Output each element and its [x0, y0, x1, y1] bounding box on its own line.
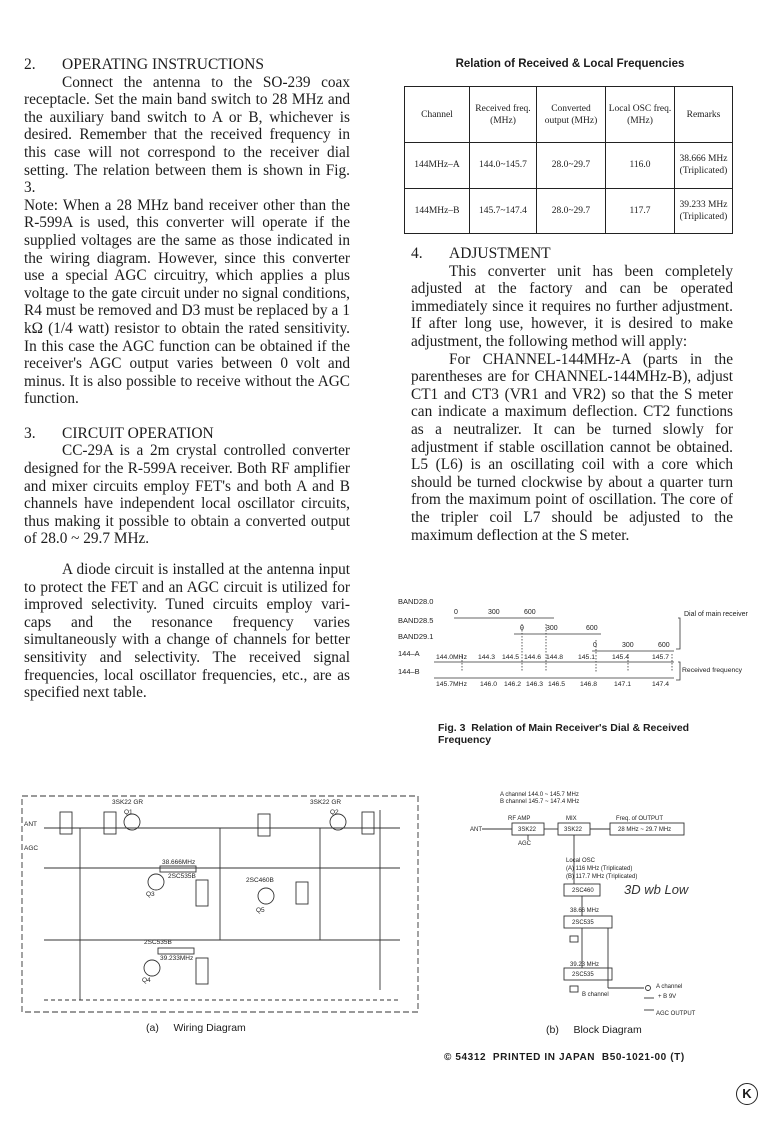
section-4-paragraph-2: For CHANNEL-144MHz-A (parts in the parentheses are for CHANNEL-144MHz-B), adjust CT1 and CT3 (VR1 and VR2) so that the S meter can indicate a maximum deflection. CT2 functions as a neutralizer. It can be turned slowly for adjustment if stable oscillation cannot be obtained. L5 (L6) is an oscillating coil with a core which should be turned clockwise by about a quarter turn from the maximum point of oscillation. The core of the tripler coil L7 should be adjusted to the maximum deflection at the S meter.: [411, 350, 733, 544]
table-cell: 117.7: [606, 188, 675, 234]
fig3-freq-b: 146.5: [548, 681, 566, 688]
fig3-dial-chart: [396, 592, 748, 692]
part-label: 38.666MHz: [162, 859, 196, 866]
part-label: Q4: [142, 977, 151, 984]
table-header: Converted output (MHz): [537, 87, 606, 143]
part-label: Q3: [146, 891, 155, 898]
fig3-band-label: 144–B: [398, 667, 420, 676]
handwritten-note: 3D wb Low: [624, 882, 689, 897]
block-osc1-freq: 38.66 MHz: [570, 908, 600, 914]
fig3-freq-b: 147.1: [614, 681, 632, 688]
block-b-channel: B channel: [582, 992, 609, 998]
table-header: Remarks: [675, 87, 733, 143]
crystal-x2: [158, 948, 194, 954]
part-label: 2SC460B: [246, 877, 274, 884]
block-mix: MIX: [566, 816, 577, 822]
fig3-dial-tick: 0: [593, 642, 597, 649]
section-4-paragraph-1: This converter unit has been completely adjusted at the factory and can be operated immediately since it requires no further adjustment. If after long use, however, it is desired to make adjustment, the following method will apply:: [411, 262, 733, 350]
right-column: [411, 245, 733, 544]
fig3-freq-b: 146.2: [504, 681, 522, 688]
block-channel: B channel 145.7 ~ 147.4 MHz: [500, 799, 580, 805]
fig3-dial-tick: 0: [520, 625, 524, 632]
table-header: Local OSC freq. (MHz): [606, 87, 675, 143]
frequency-table: [404, 86, 733, 234]
table-cell: 144.0~145.7: [470, 143, 537, 189]
block-switch-contact: [646, 986, 651, 991]
coil-l6: [196, 958, 208, 984]
section-2-paragraph: Connect the antenna to the SO-239 coax receptacle. Set the main band switch to 28 MHz and the auxiliary band switch to A or B, whichever is desired. Remember that the received frequency in this case will not correspond to the receiver dial setting. The relation between them is shown in Fig. 3.: [24, 73, 350, 197]
block-agc: AGC: [518, 841, 532, 847]
fig3-band-label: BAND28.0: [398, 597, 434, 606]
coil-l4: [362, 812, 374, 834]
section-3-paragraph-2: A diode circuit is installed at the antenna input to protect the FET and an AGC circuit is utilized for improved selectivity. Tuned circuits employ vari-caps and the resonance frequency varies simultaneously with a change of channels for better sensitivity and selectivity. The received signal frequencies, local oscillator frequencies, etc., are as specified next table.: [24, 561, 350, 702]
transistor-q5: [258, 888, 274, 904]
block-crystal: [570, 986, 578, 992]
fig3-band-label: 144–A: [398, 649, 420, 658]
crystal-x1: [160, 866, 196, 872]
fig3-freq-bracket: [676, 662, 680, 680]
fig3-dial-bracket: [676, 618, 680, 649]
block-osc-b: (B) 117.7 MHz (Triplicated): [566, 874, 638, 880]
part-label: AGC: [24, 845, 39, 852]
fig3-dial-label: Dial of main receiver: [684, 611, 748, 618]
section-3-paragraph-1: CC-29A is a 2m crystal controlled converter designed for the R-599A receiver. Both RF amplifier and mixer circuits employ FET's and both A and B channels have independent local oscillator circuits, thus making it possible to obtain a converted output of 28.0 ~ 29.7 MHz.: [24, 442, 350, 548]
table-cell: 28.0~29.7: [537, 188, 606, 234]
block-ant: ANT: [470, 827, 482, 833]
block-caption: (b) Block Diagram: [546, 1024, 642, 1036]
fig3-dial-tick: 600: [658, 642, 670, 649]
fig3-freq-b: 146.3: [526, 681, 544, 688]
fig3-freq-a: 145.7: [652, 654, 670, 661]
fig3-band-label: BAND29.1: [398, 632, 434, 641]
wiring-diagram: [20, 790, 420, 1020]
fig3-freq-a: 145.1: [578, 654, 596, 661]
fig3-band-label: BAND28.5: [398, 616, 434, 625]
fig3-dial-tick: 600: [586, 625, 598, 632]
fig3-dial-tick: 300: [622, 642, 634, 649]
table-title: Relation of Received & Local Frequencies: [455, 58, 685, 70]
part-label: 3SK22 GR: [310, 799, 342, 806]
fig3-freq-b: 147.4: [652, 681, 670, 688]
table-header: Received freq. (MHz): [470, 87, 537, 143]
block-mix-part: 3SK22: [564, 827, 583, 833]
fig3-freq-b: 145.7MHz: [436, 681, 467, 688]
fig3-dial-tick: 300: [488, 609, 500, 616]
transistor-q4: [144, 960, 160, 976]
fig3-caption-text: Relation of Main Receiver's Dial & Received Frequency: [438, 722, 690, 746]
block-crystal: [570, 936, 578, 942]
block-osc-a: (A) 116 MHz (Triplicated): [566, 866, 633, 872]
section-3-heading: 3. CIRCUIT OPERATION: [24, 424, 214, 442]
table-cell: 39.233 MHz (Triplicated): [675, 188, 733, 234]
block-rf-part: 3SK22: [518, 827, 537, 833]
section-2-heading: 2. OPERATING INSTRUCTIONS: [24, 56, 264, 73]
block-osc2-part: 2SC535: [572, 972, 594, 978]
coil-l2: [104, 812, 116, 834]
left-column: [24, 56, 350, 702]
section-4-heading: 4. ADJUSTMENT: [411, 245, 551, 262]
fig3-freq-b: 146.8: [580, 681, 598, 688]
fig3-freq-b: 146.0: [480, 681, 498, 688]
wiring-caption: (a) Wiring Diagram: [146, 1022, 246, 1034]
part-label: 2SC535B: [144, 939, 172, 946]
table-cell: 144MHz–A: [405, 143, 470, 189]
table-row: [405, 143, 733, 189]
fig3-caption-number: Fig. 3: [438, 722, 466, 734]
table-header-row: [405, 87, 733, 143]
fig3-freq-a: 144.6: [524, 654, 542, 661]
block-osc2-freq: 39.23 MHz: [570, 962, 600, 968]
fig3-freq-a: 145.4: [612, 654, 630, 661]
block-channel: A channel 144.0 ~ 145.7 MHz: [500, 792, 579, 798]
block-a-channel: A channel: [656, 984, 683, 990]
block-tripler: 2SC460: [572, 888, 594, 894]
table-header: Channel: [405, 87, 470, 143]
block-output-title: Freq. of OUTPUT: [616, 816, 664, 822]
part-label: 3SK22 GR: [112, 799, 144, 806]
coil-l7: [296, 882, 308, 904]
fig3-dial-tick: 0: [454, 609, 458, 616]
fig3-received-label: Received frequency: [682, 667, 743, 674]
fig3-freq-a: 144.8: [546, 654, 564, 661]
part-label: Q2: [330, 809, 339, 816]
coil-l1: [60, 812, 72, 834]
part-label: 39.233MHz: [160, 955, 194, 962]
fig3-freq-a: 144.3: [478, 654, 496, 661]
block-rf-amp: RF AMP: [508, 816, 531, 822]
block-output-value: 28 MHz ~ 29.7 MHz: [618, 827, 672, 833]
coil-l3: [258, 814, 270, 836]
table-cell: 28.0~29.7: [537, 143, 606, 189]
part-label: Q5: [256, 907, 265, 914]
fig3-dial-tick: 600: [524, 609, 536, 616]
fig3-freq-a: 144.0MHz: [436, 654, 467, 661]
kenwood-logo-icon: K: [736, 1083, 758, 1105]
section-2-note: Note: When a 28 MHz band receiver other than the R-599A is used, this converter will operate if the supplied voltages are the same as those indicated in the wiring diagram. However, since this converter use a special AGC circuitry, which applies a plus voltage to the gate circuit under no signal conditions, R4 must be removed and D3 must be replaced by a 1 kΩ (1/4 watt) resistor to obtain the rated sensitivity. In this case the AGC function can be obtained if the receiver's AGC output varies between 0 volt and minus. It is also possible to receive without the AGC function.: [24, 196, 350, 408]
table-row: [405, 188, 733, 234]
fig3-dial-tick: 300: [546, 625, 558, 632]
block-agc-output: AGC OUTPUT: [656, 1011, 696, 1017]
block-local-osc: Local OSC: [566, 858, 596, 864]
block-diagram: [468, 788, 748, 1020]
coil-l5: [196, 880, 208, 906]
footer-copyright: © 54312 PRINTED IN JAPAN B50-1021-00 (T): [444, 1052, 685, 1063]
fig3-caption: [438, 722, 738, 746]
part-label: 2SC535B: [168, 873, 196, 880]
table-cell: 144MHz–B: [405, 188, 470, 234]
table-cell: 116.0: [606, 143, 675, 189]
block-b-voltage: + B 9V: [658, 994, 677, 1000]
table-cell: 38.666 MHz (Triplicated): [675, 143, 733, 189]
part-label: Q1: [124, 809, 133, 816]
block-osc1-part: 2SC535: [572, 920, 594, 926]
part-label: ANT: [24, 821, 37, 828]
transistor-q3: [148, 874, 164, 890]
table-cell: 145.7~147.4: [470, 188, 537, 234]
fig3-freq-a: 144.5: [502, 654, 520, 661]
